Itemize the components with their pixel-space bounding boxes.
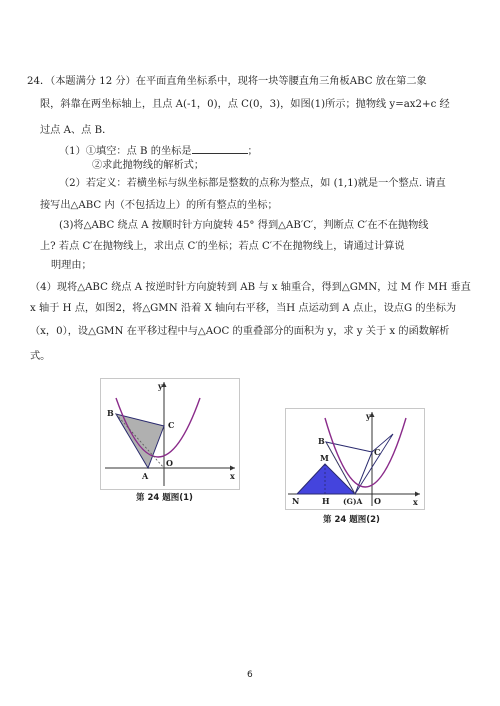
- label-a: A: [142, 471, 149, 481]
- problem-line-13: （x，0），设△GMN 在平移过程中与△AOC 的重叠部分的面积为 y，求 y 关于 x 的函数解析: [30, 326, 450, 337]
- label-n: N: [292, 496, 300, 506]
- label-b: B: [318, 436, 325, 446]
- figure-1-frame: [101, 379, 240, 490]
- label-b: B: [107, 408, 114, 418]
- part1-fill-label: （1）①填空：点 B 的坐标是: [59, 146, 192, 157]
- label-y: y: [366, 411, 371, 421]
- problem-line-7: 接写出△ABC 内（不包括边上）的所有整点的坐标；: [40, 200, 278, 211]
- label-ga: (G)A: [343, 497, 363, 506]
- problem-line-9: 上? 若点 C′在抛物线上，求出点 C′的坐标；若点 C′不在抛物线上，请通过计算说: [40, 241, 405, 252]
- label-m: M: [320, 453, 329, 463]
- figure-2: [285, 408, 425, 510]
- problem-line-3: 过点 A、点 B．: [40, 125, 113, 136]
- label-x: x: [230, 471, 235, 481]
- answer-blank: [192, 143, 248, 154]
- problem-line-6: （2）若定义：若横坐标与纵坐标都是整数的点称为整点，如 (1,1)就是一个整点. 请直: [59, 178, 446, 189]
- figure-1: [100, 378, 240, 490]
- label-o: O: [166, 458, 173, 468]
- figure-1-caption: 第 24 题图(1): [136, 493, 193, 503]
- problem-line-14: 式。: [30, 351, 51, 362]
- label-y: y: [158, 381, 163, 391]
- problem-line-8: (3)将△ABC 绕点 A 按顺时针方向旋转 45° 得到△AB′C′，判断点 C′在不在抛物线: [59, 220, 429, 231]
- problem-line-1: 24．（本题满分 12 分）在平面直角坐标系中，现将一块等腰直角三角板ABC 放在第二象: [27, 76, 427, 87]
- label-c: C: [168, 420, 175, 430]
- problem-line-4: [59, 143, 258, 159]
- part1-fill-end: ；: [247, 146, 258, 157]
- label-x: x: [413, 497, 418, 507]
- problem-line-2: 限，斜靠在两坐标轴上，且点 A(-1，0)，点 C(0，3)，如图(1)所示；抛物线 y=ax2+c 经: [40, 99, 450, 110]
- problem-line-10: 明理由；: [51, 260, 92, 271]
- problem-line-11: （4）现将△ABC 绕点 A 按逆时针方向旋转到 AB 与 x 轴重合，得到△GMN，过 M 作 MH 垂直: [30, 282, 471, 293]
- label-c: C: [374, 447, 381, 457]
- problem-line-5: ②求此抛物线的解析式；: [92, 160, 205, 171]
- figure-2-caption: 第 24 题图(2): [323, 515, 380, 525]
- label-o: O: [374, 496, 381, 506]
- page-number: 6: [247, 670, 253, 680]
- label-h: H: [322, 496, 330, 506]
- problem-line-12: x 轴于 H 点，如图2，将△GMN 沿着 X 轴向右平移，当H 点运动到 A 点止，设点G 的坐标为: [30, 303, 457, 314]
